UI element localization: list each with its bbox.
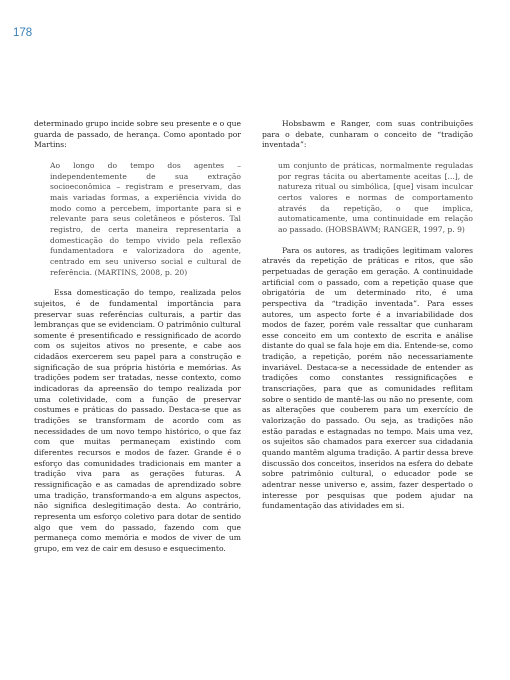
page-number: 178: [13, 27, 33, 39]
left-text-column: [34, 119, 241, 555]
left-paragraph-body: Essa domesticação do tempo, realizada pelos sujeitos, é de fundamental importância para preservar suas referências culturais, a partir das lembranças que se evidenciam. O patrimônio cultural somente é presentificado e ressignificado de acordo com os sujeitos ativos no presente, e cabe aos cidadãos exercerem seu papel para a construção e significação de sua própria história e memórias. As tradições podem ser tratadas, nesse contexto, como indicadoras da apreensão do tempo realizada por uma coletividade, com a função de preservar costumes e práticas do passado. Destaca-se que as tradições se transformam de acordo com as necessidades de um novo tempo histórico, o que faz com que muitas permaneçam existindo com diferentes recursos e modos de fazer. Grande é o esforço das comunidades tradicionais em manter a tradição viva para as gerações futuras. A ressignificação e as camadas de aprendizado sobre uma tradição, transformando-a em alguns aspectos, não significa deslegitimação desta. Ao contrário, representa um esforço coletivo para dotar de sentido algo que vem do passado, fazendo com que permaneça como memória e modos de viver de um grupo, em vez de cair em desuso e esquecimento.: [34, 288, 241, 553]
right-block-quote: um conjunto de práticas, normalmente reguladas por regras tácita ou abertamente aceitas [...], de natureza ritual ou simbólica, [que] visam inculcar certos valores e normas de comportamento através da repetição, o que implica, automaticamente, uma continuidade em relação ao passado. (HOBSBAWM; RANGER, 1997, p. 9): [278, 160, 473, 234]
right-paragraph-body: Para os autores, as tradições legitimam valores através da repetição de práticas e ritos, que são perpetuadas de geração em geração. A continuidade artificial com o passado, com a repetição quase que obrigatória de um determinado rito, é uma perspectiva da “tradição inventada”. Para esses autores, um aspecto forte é a invariabilidade dos modos de fazer, porém vale ressaltar que cunharam esse conceito em um contexto de escrita e análise distante do qual se fala hoje em dia. Entende-se, como tradição, a repetição, porém não necessariamente invariável. Destaca-se a necessidade de entender as tradições como constantes ressignificações e transcriações, para que as comunidades reflitam sobre o sentido de mantê-las ou não no presente, com as alterações que couberem para um exercício de valorização do passado. Ou seja, as tradições não estão paradas e estagnadas no tempo. Mais uma vez, os sujeitos são chamados para exercer sua cidadania quando mantêm alguma tradição. A partir dessa breve discussão dos conceitos, inseridos na esfera do debate sobre patrimônio cultural, o educador pode se adentrar nesse universo e, assim, fazer despertado o interesse por pesquisas que podem ajudar na fundamentação das atividades em si.: [262, 245, 473, 511]
right-text-column: [262, 119, 473, 512]
right-paragraph-intro: Hobsbawm e Ranger, com suas contribuições para o debate, cunharam o conceito de “tradição inventada”:: [262, 119, 473, 150]
left-block-quote: Ao longo do tempo dos agentes – independentemente de sua extração socioeconômica – registram e preservam, das mais variadas formas, a experiência vivida do modo como a percebem, importante para si e relevante para seus coletâneos e pósteros. Tal registro, de certa maneira representaria a domesticação do tempo vivido pela reflexão fundamentadora e valorizadora do agente, centrado em seu universo social e cultural de referência. (MARTINS, 2008, p. 20): [50, 160, 241, 277]
left-paragraph-intro: determinado grupo incide sobre seu presente e o que guarda de passado, de herança. Como apontado por Martins:: [34, 119, 241, 150]
